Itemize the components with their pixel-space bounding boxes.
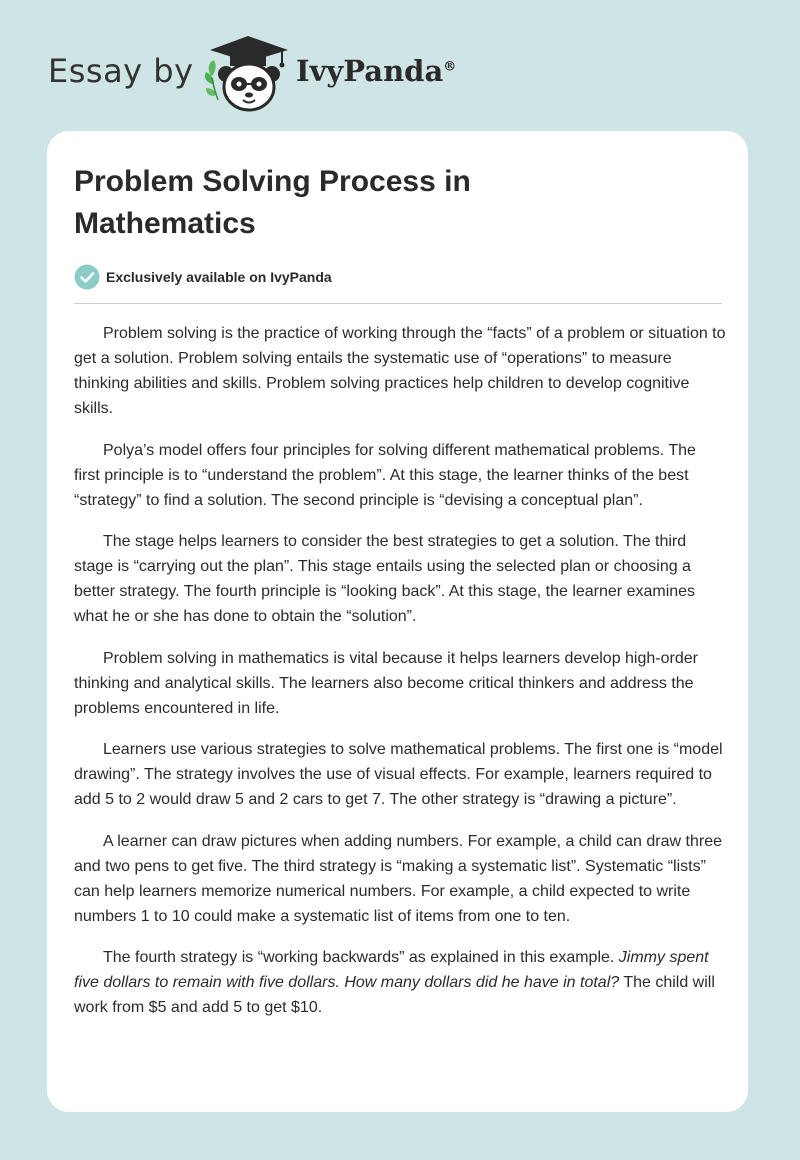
paragraph: Problem solving in mathematics is vital because it helps learners develop high-order thinking and analytical skills. The learners also become critical thinkers and address the problems encountered in life.	[74, 649, 698, 717]
page-title: Problem Solving Process in Mathematics	[74, 165, 471, 240]
registered-mark: ®	[443, 59, 457, 75]
paragraph: The stage helps learners to consider the best strategies to get a solution. The third stage is “carrying out the plan”. This stage entails using the selected plan or choosing a better strategy. The fourth principle is “looking back”. At this stage, the learner examines what he or she has done to obtain the “solution”.	[74, 533, 696, 625]
paragraph: A learner can draw pictures when adding numbers. For example, a child can draw three and two pens to get five. The third strategy is “making a systematic list”. Systematic “lists” can help learners memorize numerical numbers. For example, a child expected to write numbers 1 to 10 could make a systematic list of items from one to ten.	[74, 832, 722, 925]
panda-logo-icon	[202, 34, 292, 114]
paragraph-lead: The fourth strategy is “working backwards” as explained in this example.	[103, 949, 615, 966]
brand-prefix: Essay by	[48, 52, 194, 90]
exclusive-badge	[74, 263, 332, 291]
brand-name	[296, 54, 456, 88]
checkmark-circle-icon	[74, 264, 100, 290]
brand-name-text: IvyPanda	[296, 54, 444, 88]
paragraph: Problem solving is the practice of working through the “facts” of a problem or situation to get a solution. Problem solving entails the systematic use of “operations” to measure thinking abilities and skills. Problem solving practices help children to develop cognitive skills.	[74, 325, 726, 417]
paragraph: Polya’s model offers four principles for solving different mathematical problems. The first principle is to “understand the problem”. At this stage, the learner thinks of the best “strategy” to find a solution. The second principle is “devising a conceptual plan”.	[74, 441, 696, 509]
paragraph-tail: The child will work from $5 and add 5 to get $10.	[74, 974, 715, 1016]
divider	[74, 303, 722, 304]
paragraph	[74, 945, 726, 1020]
article-body	[74, 321, 726, 1037]
example-question: Jimmy spent five dollars to remain with five dollars. How many dollars did he have in total?	[74, 949, 709, 991]
paragraph: Learners use various strategies to solve mathematical problems. The first one is “model drawing”. The strategy involves the use of visual effects. For example, learners required to add 5 to 2 would draw 5 and 2 cars to get 7. The other strategy is “drawing a picture”.	[74, 741, 723, 808]
badge-text: Exclusively available on IvyPanda	[106, 269, 332, 285]
brand-header[interactable]	[48, 34, 468, 114]
essay-card	[47, 131, 748, 1112]
